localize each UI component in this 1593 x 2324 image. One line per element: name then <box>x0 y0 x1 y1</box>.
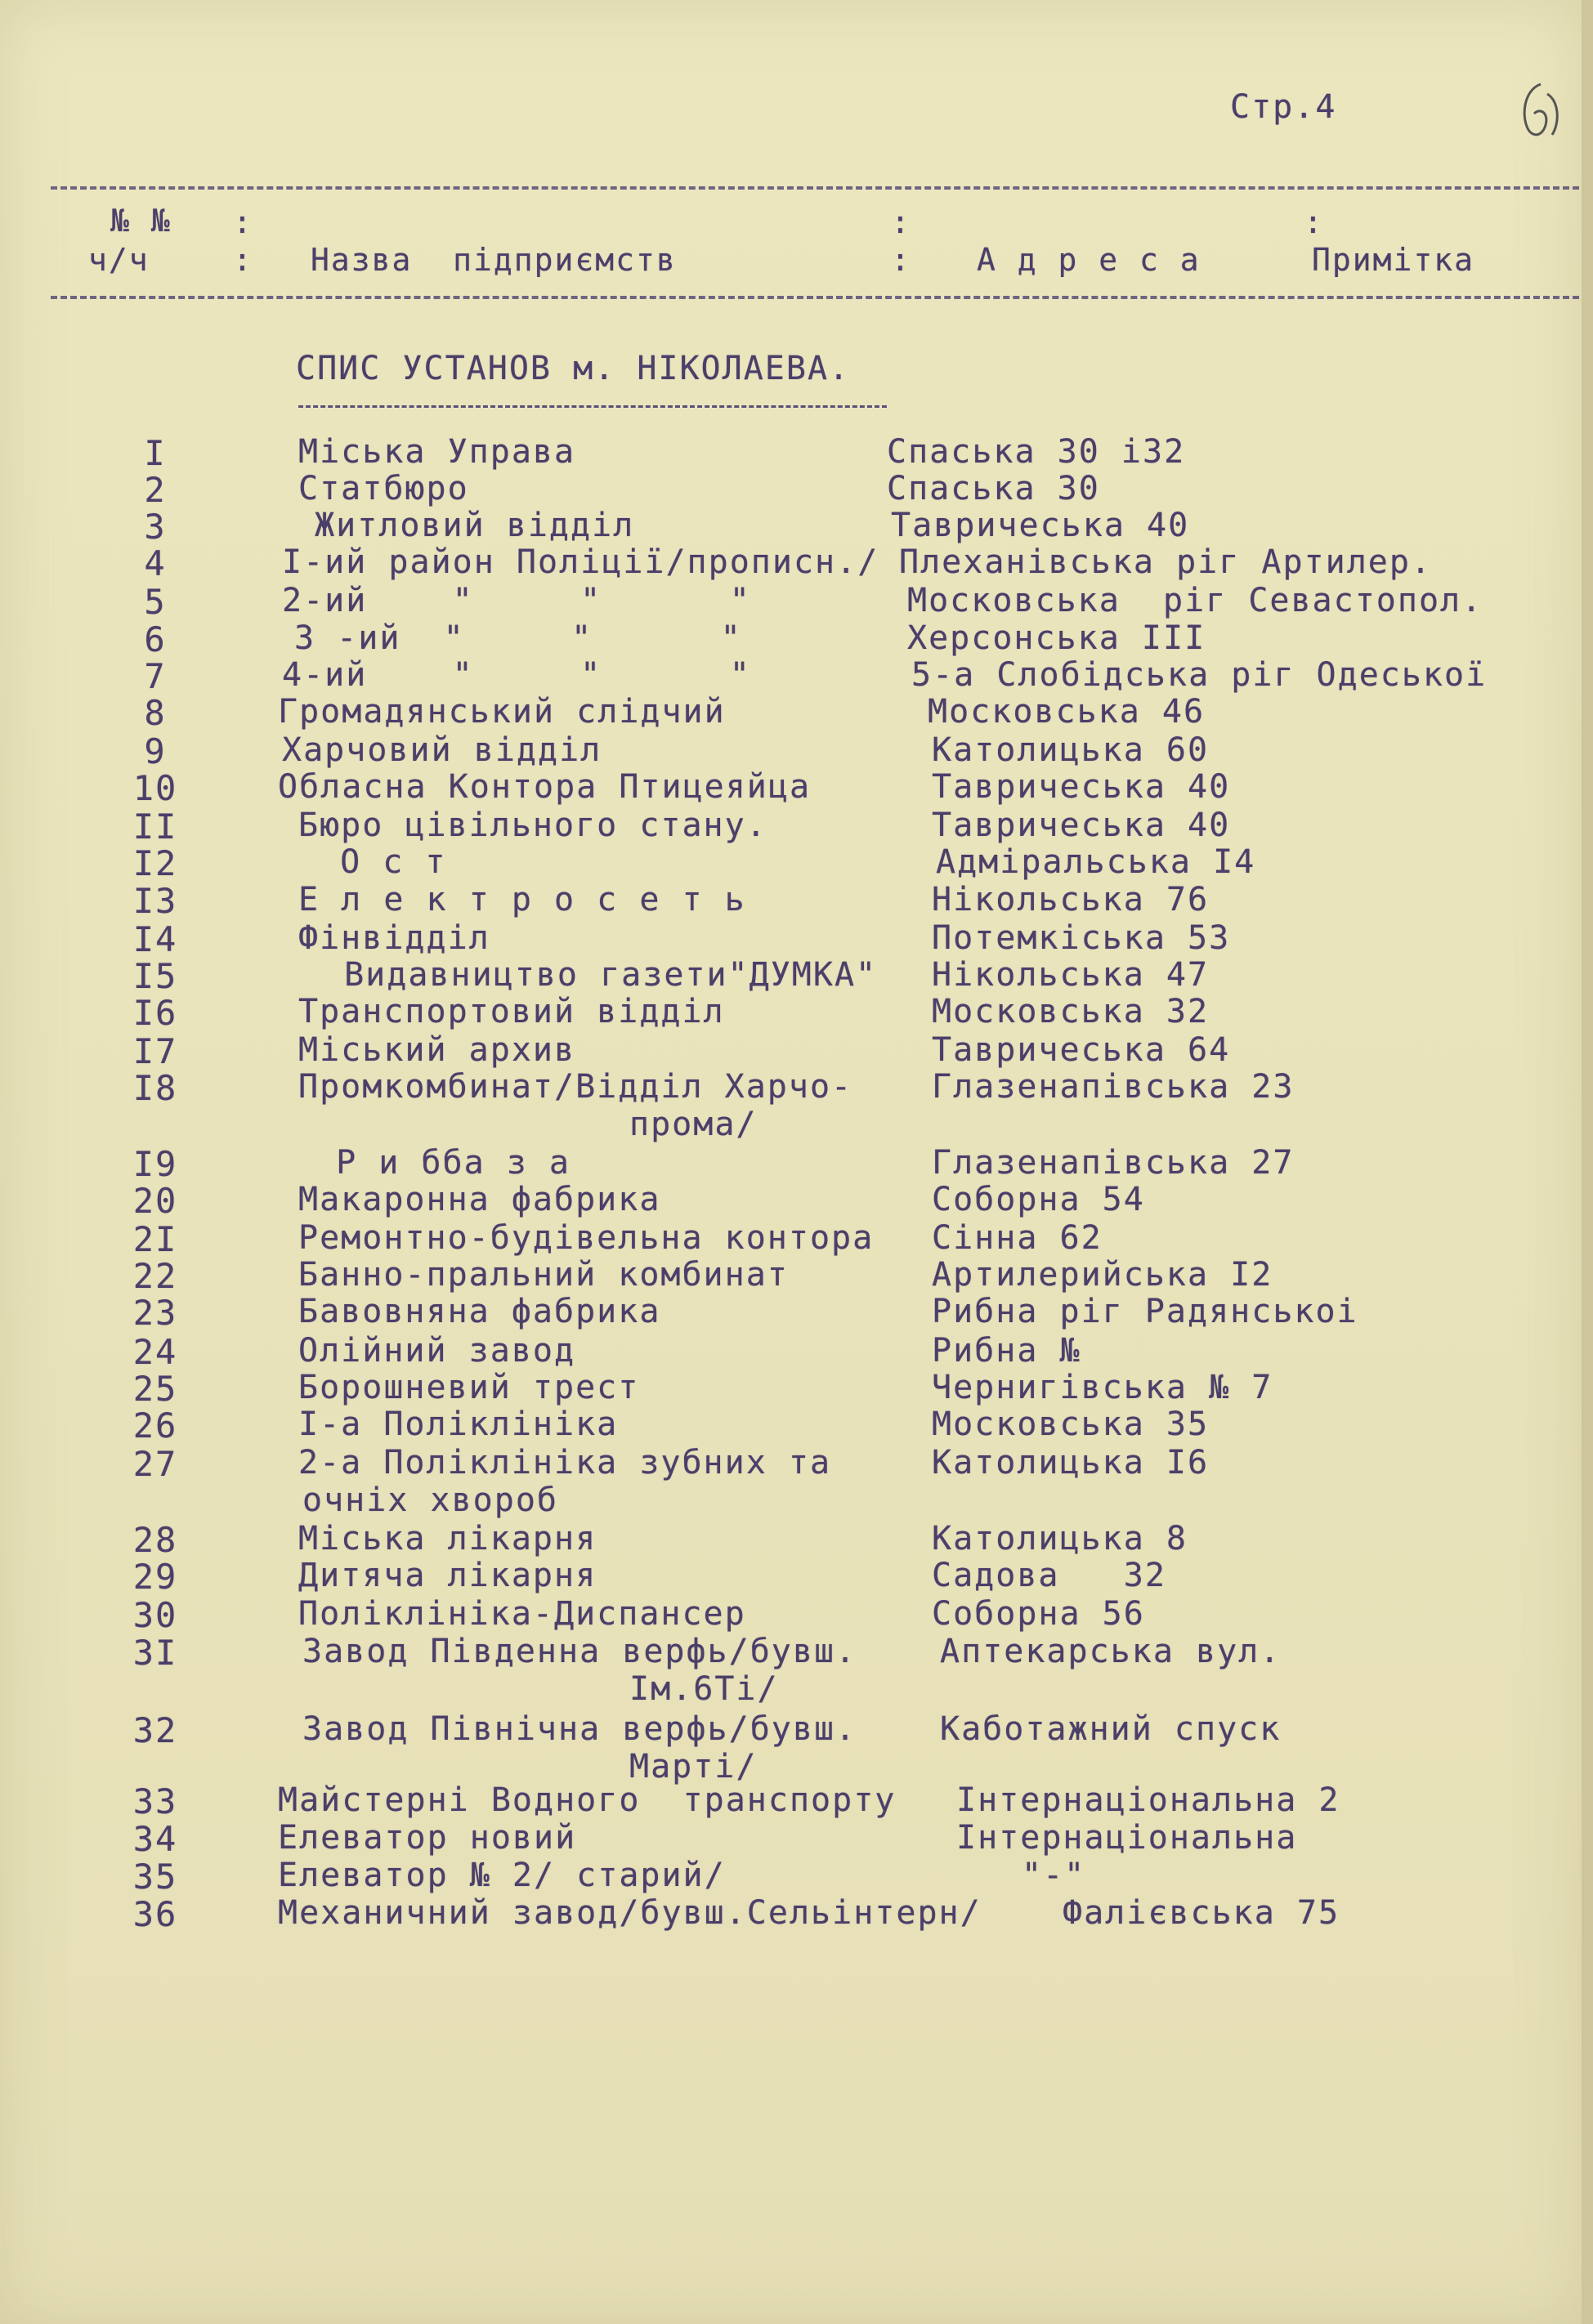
row-number: 33 <box>132 1781 178 1821</box>
institution-name: Фінвідділ <box>298 919 490 957</box>
institution-address: Плеханівська ріг Артилер. <box>899 543 1433 581</box>
institution-name: Бавовняна фабрика <box>298 1293 661 1330</box>
institution-address: Нікольська 76 <box>932 881 1210 918</box>
institution-name: Дитяча лікарня <box>298 1557 597 1594</box>
row-number: I5 <box>132 956 178 996</box>
row-number: 20 <box>132 1181 178 1221</box>
handwritten-mark-icon <box>1516 78 1565 143</box>
header-note: Примітка <box>1312 242 1475 278</box>
header-separator: : <box>1304 204 1324 240</box>
institution-name: Е л е к т р о с е т ь <box>298 881 746 918</box>
row-number: 7 <box>144 656 167 696</box>
row-number: 32 <box>132 1710 178 1750</box>
institution-name: I-ий район Поліції/прописн./ <box>282 543 879 581</box>
institution-address: Тавричеська 64 <box>932 1031 1231 1069</box>
row-number: 2I <box>132 1219 178 1259</box>
institution-address: Артилерийська I2 <box>932 1256 1273 1294</box>
institution-address: Адміральська I4 <box>936 843 1256 881</box>
institution-address: Каботажний спуск <box>940 1710 1282 1748</box>
institution-name: Міська лікарня <box>298 1520 597 1558</box>
institution-name: Видавництво газети"ДУМКА" <box>323 956 878 994</box>
header-separator: : <box>891 242 911 278</box>
header-separator: : <box>891 204 911 240</box>
row-number: I7 <box>132 1031 178 1071</box>
institution-address: Тавричеська 40 <box>932 768 1231 806</box>
institution-address: Католицька I6 <box>932 1444 1210 1482</box>
header-name: Назва підприємств <box>311 242 677 278</box>
institution-name: Макаронна фабрика <box>298 1181 661 1218</box>
institution-address: Херсонська III <box>907 619 1206 657</box>
institution-name-continued: Ім.6Ті/ <box>629 1670 779 1708</box>
institution-name: Майстерні Водного транспорту <box>278 1781 897 1819</box>
title-underline <box>298 405 887 408</box>
institution-address: Інтернаціональна 2 <box>956 1781 1340 1819</box>
institution-name: Завод Північна верфь/бувш. <box>302 1710 857 1748</box>
header-address: А д р е с а <box>977 242 1201 278</box>
row-number: I6 <box>132 993 178 1033</box>
institution-address: Тавричеська 40 <box>932 807 1231 844</box>
row-number: 26 <box>132 1406 178 1446</box>
institution-name: Міська Управа <box>298 433 576 471</box>
institution-address: Московська 46 <box>928 693 1206 731</box>
row-number: 27 <box>132 1444 178 1484</box>
row-number: 23 <box>132 1293 178 1333</box>
institution-name: Банно-пральний комбинат <box>298 1256 789 1294</box>
institution-name: Ремонтно-будівельна контора <box>298 1219 875 1257</box>
row-number: 4 <box>144 543 167 583</box>
institution-name-continued: очніх хвороб <box>302 1482 558 1519</box>
institution-name: Житловий відділ <box>315 507 635 544</box>
row-number: 8 <box>144 693 167 733</box>
institution-address: "-" <box>1022 1857 1086 1894</box>
row-number: 3 <box>144 507 167 547</box>
row-number: 24 <box>132 1332 178 1372</box>
institution-name: Елеватор новий <box>278 1819 577 1857</box>
institution-name: Елеватор № 2/ старий/ <box>278 1857 726 1894</box>
institution-address: Сінна 62 <box>932 1219 1103 1257</box>
institution-name: Бюро цівільного стану. <box>298 807 767 844</box>
row-number: II <box>132 807 178 847</box>
row-number: 29 <box>132 1557 178 1597</box>
row-number: 2 <box>144 470 167 510</box>
row-number: 25 <box>132 1369 178 1409</box>
institution-name: О с т <box>319 843 447 881</box>
institution-address: Глазенапівська 27 <box>932 1144 1295 1182</box>
institution-address: Католицька 60 <box>932 731 1210 769</box>
institution-name: Громадянський слідчий <box>278 693 726 731</box>
institution-address: Потемкіська 53 <box>932 919 1231 957</box>
institution-address: Спаська 30 і32 <box>887 433 1186 471</box>
institution-name: Харчовий відділ <box>282 731 602 769</box>
header-num-line1: № № <box>110 203 172 239</box>
row-number: 10 <box>132 768 178 808</box>
institution-address: Аптекарська вул. <box>940 1633 1282 1670</box>
institution-name: Олійний завод <box>298 1332 576 1370</box>
row-number: 30 <box>132 1595 178 1635</box>
row-number: 35 <box>132 1857 178 1897</box>
header-separator: : <box>233 242 253 278</box>
row-number: 36 <box>132 1894 178 1934</box>
header-bottom-rule <box>51 296 1579 299</box>
institution-address: Чернигівська № 7 <box>932 1369 1273 1406</box>
institution-name: 3 -ий " " " <box>294 619 742 657</box>
institution-name: 2-а Поліклініка зубних та <box>298 1444 832 1482</box>
row-number: I2 <box>132 843 178 883</box>
institution-name: 2-ий " " " <box>282 582 751 619</box>
institution-name: Обласна Контора Птицеяйца <box>278 768 812 806</box>
institution-address: Соборна 56 <box>932 1595 1145 1633</box>
institution-name: Статбюро <box>298 470 469 507</box>
institution-address: Рибна ріг Радянськоі <box>932 1293 1358 1330</box>
institution-address: Рибна № <box>932 1332 1081 1370</box>
row-number: 5 <box>144 582 167 622</box>
row-number: I4 <box>132 919 178 959</box>
institution-address: Садова 32 <box>932 1557 1166 1594</box>
institution-address: Глазенапівська 23 <box>932 1068 1295 1106</box>
institution-address: Московська 35 <box>932 1406 1210 1443</box>
header-num-line2: ч/ч <box>88 242 150 278</box>
page-edge <box>1582 0 1593 2324</box>
institution-name: Транспортовий відділ <box>298 993 725 1030</box>
institution-address: 5-а Слобідська ріг Одеської <box>911 656 1488 694</box>
row-number: 3I <box>132 1633 178 1673</box>
institution-address: Московська ріг Севастопол. <box>907 582 1483 619</box>
row-number: I3 <box>132 881 178 921</box>
row-number: I9 <box>132 1144 178 1184</box>
page-number: Стр.4 <box>1230 88 1337 126</box>
institution-name: Міський архив <box>298 1031 576 1069</box>
row-number: I8 <box>132 1068 178 1108</box>
institution-address: Інтернаціональна <box>956 1819 1298 1857</box>
institution-name: Механичний завод/бувш.Сельінтерн/ <box>278 1894 982 1932</box>
institution-name: Завод Південна верфь/бувш. <box>302 1633 857 1670</box>
institution-address: Католицька 8 <box>932 1520 1188 1558</box>
row-number: 28 <box>132 1520 178 1560</box>
institution-name: Борошневий трест <box>298 1369 640 1406</box>
institution-name: Р и бба з а <box>315 1144 571 1182</box>
row-number: 6 <box>144 619 167 659</box>
header-top-rule <box>51 186 1579 190</box>
institution-name: Поліклініка-Диспансер <box>298 1595 746 1633</box>
list-title: СПИС УСТАНОВ м. НІКОЛАЕВА. <box>296 350 851 387</box>
institution-address: Фалієвська 75 <box>1063 1894 1340 1932</box>
row-number: I <box>144 433 167 473</box>
institution-address: Нікольська 47 <box>932 956 1210 994</box>
header-separator: : <box>233 204 253 240</box>
institution-name-continued: Марті/ <box>629 1748 758 1785</box>
row-number: 34 <box>132 1819 178 1859</box>
institution-name: 4-ий " " " <box>282 656 751 694</box>
institution-name: I-а Поліклініка <box>298 1406 619 1443</box>
row-number: 9 <box>144 731 167 771</box>
institution-name: Промкомбинат/Відділ Харчо- <box>298 1068 853 1106</box>
institution-address: Тавричеська 40 <box>891 507 1190 544</box>
institution-address: Спаська 30 <box>887 470 1100 507</box>
row-number: 22 <box>132 1256 178 1296</box>
institution-address: Соборна 54 <box>932 1181 1145 1218</box>
institution-name-continued: прома/ <box>629 1106 758 1143</box>
institution-address: Московська 32 <box>932 993 1210 1030</box>
